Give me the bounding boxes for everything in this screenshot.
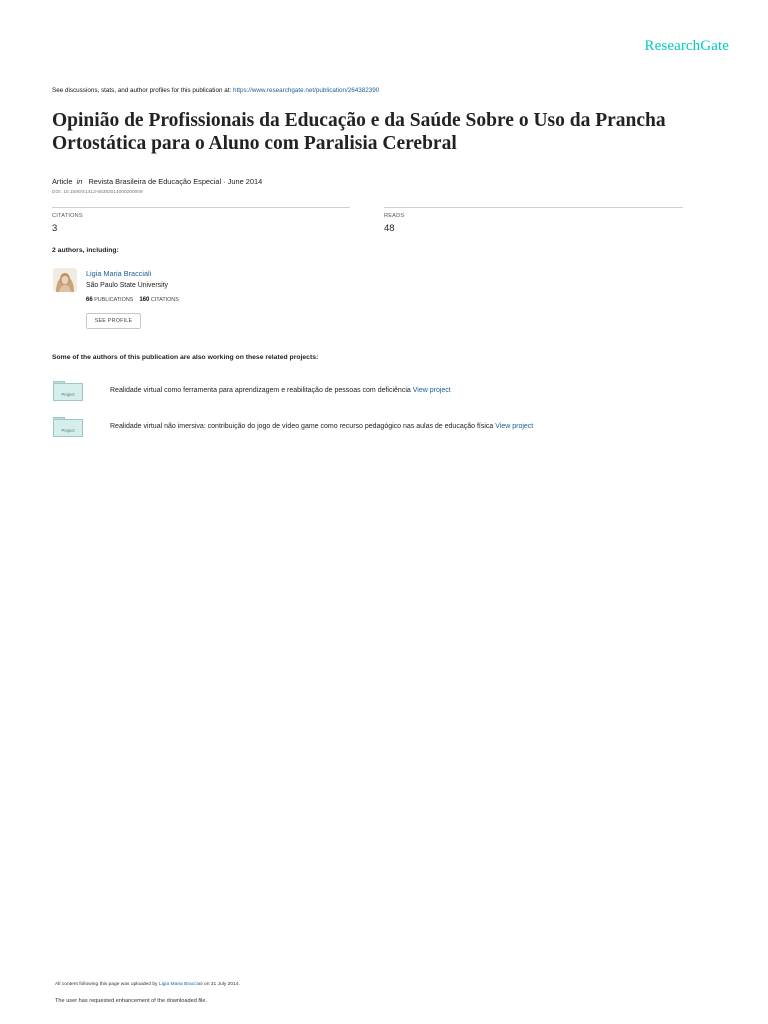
project-title: Realidade virtual como ferramenta para aprendizagem e reabilitação de pessoas com deficiência <box>110 387 411 394</box>
authors-heading: 2 authors, including: <box>52 247 119 254</box>
citations-value: 3 <box>52 223 58 234</box>
related-project-item <box>110 423 533 430</box>
author-citations-count: 160 <box>139 297 150 303</box>
article-type: Article <box>52 177 73 186</box>
project-folder-icon[interactable] <box>53 381 83 401</box>
project-folder-icon[interactable] <box>53 417 83 437</box>
profile-notice <box>52 87 379 94</box>
article-meta <box>52 177 262 186</box>
view-project-link[interactable]: View project <box>495 423 534 430</box>
profile-notice-text: See discussions, stats, and author profiles for this publication at: <box>52 87 232 94</box>
researchgate-logo[interactable]: ResearchGate <box>644 38 729 54</box>
article-in: in <box>76 177 83 186</box>
see-profile-button[interactable]: SEE PROFILE <box>86 313 141 329</box>
journal-date: Revista Brasileira de Educação Especial · June 2014 <box>88 177 263 186</box>
uploader-link[interactable]: Ligia Maria Bracciali <box>158 982 203 987</box>
project-icon-label: Project <box>53 419 83 437</box>
avatar-photo-icon <box>53 268 77 292</box>
enhancement-note: The user has requested enhancement of the downloaded file. <box>55 998 208 1004</box>
reads-divider <box>384 207 683 208</box>
article-title: Opinião de Profissionais da Educação e da Saúde Sobre o Uso da Prancha Ortostática para o Aluno com Paralisia Cerebral <box>52 110 666 154</box>
author-stats <box>86 297 179 303</box>
upload-prefix: All content following this page was uploaded by <box>55 982 158 987</box>
related-projects-heading: Some of the authors of this publication are also working on these related projects: <box>52 354 319 361</box>
reads-label: READS <box>384 213 405 219</box>
author-name-link[interactable]: Ligia Maria Bracciali <box>86 269 152 278</box>
project-title: Realidade virtual não imersiva: contribuição do jogo de vídeo game como recurso pedagógico nas aulas de educação física <box>110 423 494 430</box>
citations-label: CITATIONS <box>52 213 83 219</box>
upload-suffix: on 31 July 2014. <box>203 982 240 987</box>
article-doi: DOI: 10.1590/S1413-65382014000200009 <box>52 190 143 195</box>
author-publications-count: 66 <box>86 297 93 303</box>
author-citations-label: CITATIONS <box>150 297 179 303</box>
project-icon-label: Project <box>53 383 83 401</box>
citations-divider <box>52 207 350 208</box>
author-institution: São Paulo State University <box>86 282 168 289</box>
publication-url-link[interactable]: https://www.researchgate.net/publication/264382390 <box>232 87 380 94</box>
author-publications-label: PUBLICATIONS <box>94 297 134 303</box>
related-project-item <box>110 387 451 394</box>
view-project-link[interactable]: View project <box>412 387 451 394</box>
upload-notice <box>55 982 240 987</box>
reads-value: 48 <box>384 223 395 234</box>
author-avatar[interactable] <box>53 268 77 292</box>
